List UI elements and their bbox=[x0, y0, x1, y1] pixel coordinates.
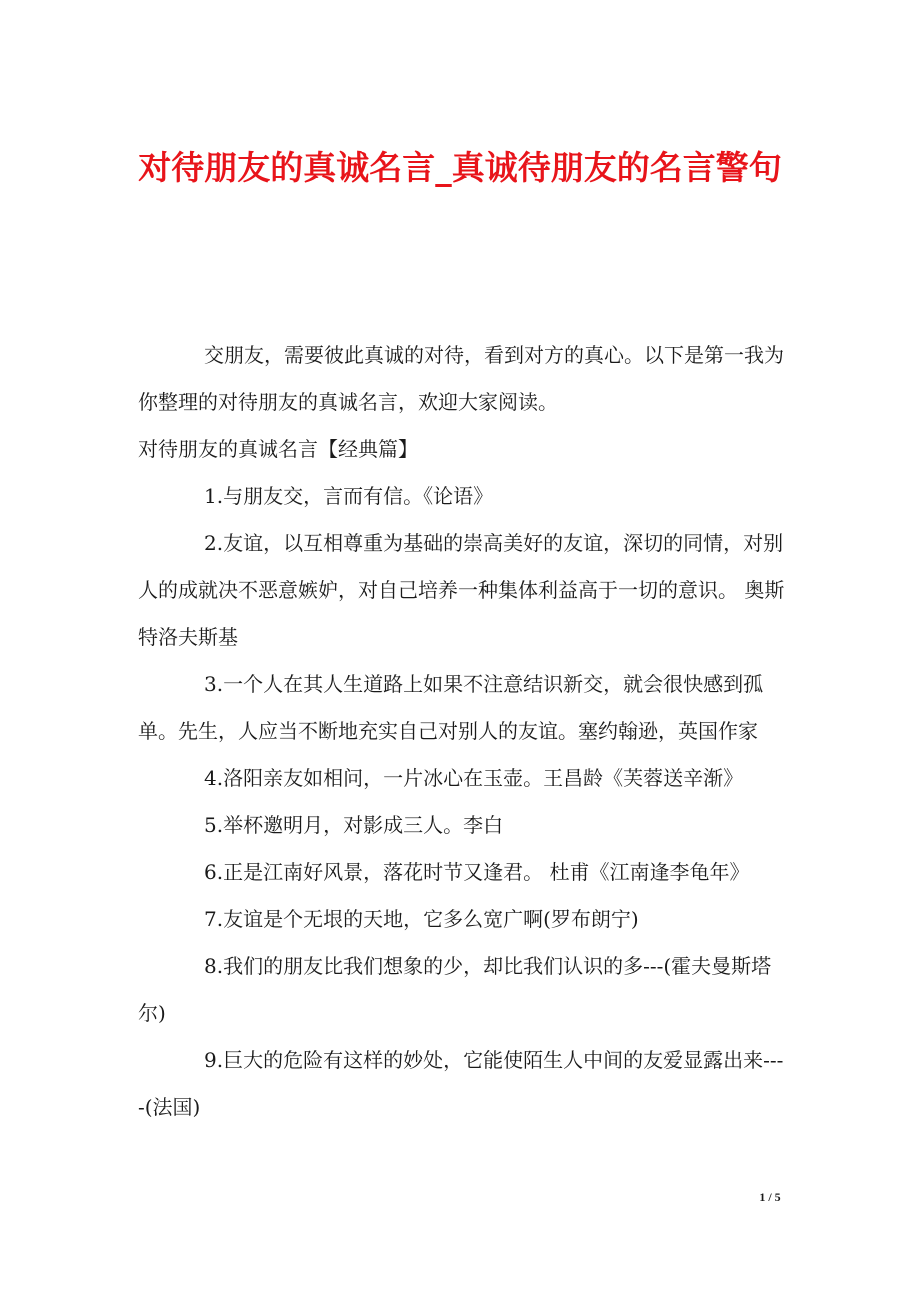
section-heading: 对待朋友的真诚名言【经典篇】 bbox=[138, 437, 418, 461]
intro-paragraph: 交朋友，需要彼此真诚的对待，看到对方的真心。以下是第一我为你整理的对待朋友的真诚名言，欢迎大家阅读。 bbox=[138, 343, 784, 414]
document-title: 对待朋友的真诚名言_真诚待朋友的名言警句 bbox=[138, 148, 782, 187]
quote-paragraph: 9.巨大的危险有这样的妙处，它能使陌生人中间的友爱显露出来----(法国) bbox=[138, 1048, 784, 1119]
quote-paragraph: 2.友谊，以互相尊重为基础的崇高美好的友谊，深切的同情，对别人的成就决不恶意嫉妒，对自己培养一种集体利益高于一切的意识。 奥斯特洛夫斯基 bbox=[138, 531, 785, 649]
quote-paragraph: 3.一个人在其人生道路上如果不注意结识新交，就会很快感到孤单。先生，人应当不断地充实自己对别人的友谊。塞约翰逊，英国作家 bbox=[138, 672, 764, 743]
document-body bbox=[138, 332, 786, 1131]
quote-paragraph: 8.我们的朋友比我们想象的少，却比我们认识的多---(霍夫曼斯塔尔) bbox=[138, 954, 772, 1025]
quote-paragraph: 4.洛阳亲友如相问，一片冰心在玉壶。王昌龄《芙蓉送辛渐》 bbox=[204, 766, 744, 790]
quote-paragraph: 6.正是江南好风景，落花时节又逢君。 杜甫《江南逢李龟年》 bbox=[204, 860, 750, 884]
quote-paragraph: 1.与朋友交，言而有信。《论语》 bbox=[204, 484, 494, 508]
quote-paragraph: 5.举杯邀明月，对影成三人。李白 bbox=[204, 813, 504, 837]
quote-paragraph: 7.友谊是个无垠的天地，它多么宽广啊(罗布朗宁) bbox=[204, 907, 639, 931]
page-number: 1 / 5 bbox=[759, 1190, 781, 1204]
